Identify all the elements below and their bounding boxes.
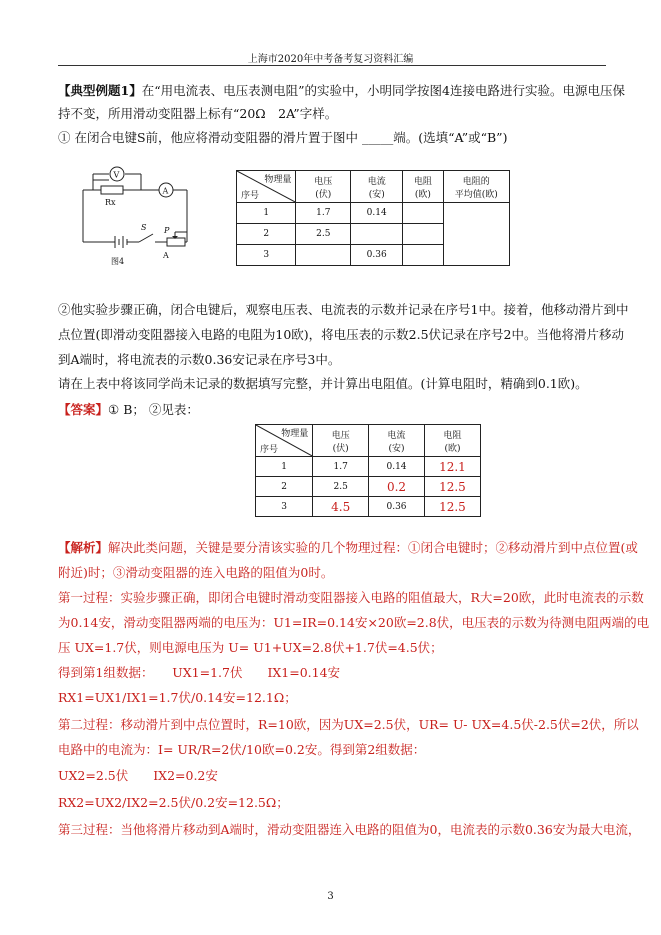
t1-header-i: 电流 (安) [351,171,403,203]
t1-row3-i: 0.36 [351,245,403,266]
question-line-1 [58,83,625,99]
question-item-2-line-1: ②他实验步骤正确，闭合电键后，观察电压表、电流表的示数并记录在序号1中。接着，他移动滑片到中 [58,302,629,317]
analysis-line-10: UX2=2.5伏 IX2=0.2安 [58,768,218,783]
t1-header-u: 电压 (伏) [296,171,351,203]
t2-row1-r: 12.1 [424,457,480,477]
analysis-line-12: 第三过程：当他将滑片移动到A端时，滑动变阻器连入电路的阻值为0，电流表的示数0.36安为最大电流， [58,822,641,837]
t2-row2-i: 0.2 [369,477,425,497]
diag-bottom-label: 序号 [260,445,279,455]
t2-header-u: 电压 (伏) [313,425,369,457]
t2-row1-n: 1 [256,457,313,477]
diag-top-label: 物理量 [281,429,309,439]
analysis-text-1: 解决此类问题，关键是要分清该实验的几个物理过程：①闭合电键时；②移动滑片到中点位置(或 [108,540,638,555]
page-header: 上海市2020年中考备考复习资料汇编 [247,54,414,65]
t1-row2-u: 2.5 [296,224,351,245]
end-a-label: A [163,251,169,260]
analysis-line-3: 第一过程：实验步骤正确，即闭合电键时滑动变阻器接入电路的阻值最大，R大=20欧，此时电流表的示数 [58,590,644,605]
analysis-line-7: RX1=UX1/IX1=1.7伏/0.14安=12.1Ω； [58,690,297,705]
t1-header-r: 电阻 (欧) [403,171,443,203]
t2-header-i: 电流 (安) [369,425,425,457]
t1-avg-cell [443,203,510,266]
t2-row1-i: 0.14 [369,457,425,477]
question-item-2-line-3: 到A端时，将电流表的示数0.36安记录在序号3中。 [58,352,341,367]
switch-label: S [141,223,147,232]
resistor-label: Rx [105,198,116,207]
analysis-line-4: 为0.14安，滑动变阻器两端的电压为：U1=IR=0.14安×20欧=2.8伏，电压表的示数为待测电阻两端的电 [58,615,650,630]
t1-row2-n: 2 [237,224,296,245]
analysis-line-6: 得到第1组数据： UX1=1.7伏 IX1=0.14安 [58,665,341,680]
analysis-line-2: 附近)时；③滑动变阻器的连入电路的阻值为0时。 [58,565,334,580]
question-item-1: ① 在闭合电键S前，他应将滑动变阻器的滑片置于图中 _____端。(选填“A”或“B”) [58,130,508,145]
answer-text: ① B； ②见表： [108,402,199,417]
t2-row3-u: 4.5 [313,497,369,517]
voltmeter-label: V [113,170,120,180]
t2-row3-i: 0.36 [369,497,425,517]
analysis-line-1 [58,540,638,556]
t1-row3-n: 3 [237,245,296,266]
data-table-2 [255,424,481,517]
t1-header-avg: 电阻的 平均值(欧) [443,171,510,203]
ammeter-label: A [162,186,169,196]
t1-row2-i [351,224,403,245]
question-text-1: 在“用电流表、电压表测电阻”的实验中，小明同学按图4连接电路进行实验。电源电压保 [141,83,625,98]
t2-row2-r: 12.5 [424,477,480,497]
t1-row1-i: 0.14 [351,203,403,224]
analysis-line-8: 第二过程：移动滑片到中点位置时，R=10欧，因为UX=2.5伏，UR= U- UX=4.5伏-2.5伏=2伏，所以 [58,717,639,732]
question-item-2-line-2: 点位置(即滑动变阻器接入电路的电阻为10欧)，将电压表的示数2.5伏记录在序号2中。当他将滑片移动 [58,327,624,342]
question-line-2: 持不变，所用滑动变阻器上标有“20Ω 2A”字样。 [58,106,338,121]
analysis-line-9: 电路中的电流为：I= UR/R=2伏/10欧=0.2安。得到第2组数据： [58,742,426,757]
t1-row1-n: 1 [237,203,296,224]
answer-tag: 【答案】 [58,402,109,417]
t2-row1-u: 1.7 [313,457,369,477]
diag-bottom-label: 序号 [241,191,260,201]
question-item-2-line-4: 请在上表中将该同学尚未记录的数据填写完整，并计算出电阻值。(计算电阻时，精确到0.1欧)。 [58,376,588,391]
t2-header-r: 电阻 (欧) [424,425,480,457]
table2-diag-cell [256,425,313,457]
t1-row1-u: 1.7 [296,203,351,224]
analysis-tag: 【解析】 [58,540,109,555]
analysis-line-11: RX2=UX2/IX2=2.5伏/0.2安=12.5Ω； [58,795,289,810]
circuit-diagram [75,160,205,270]
t1-row2-r [403,224,443,245]
t2-row2-u: 2.5 [313,477,369,497]
diag-top-label: 物理量 [264,175,292,185]
t2-row3-r: 12.5 [424,497,480,517]
t1-row1-r [403,203,443,224]
figure-caption: 图4 [111,257,125,266]
t2-row3-n: 3 [256,497,313,517]
answer-line [58,402,199,418]
slider-label: P [164,226,170,235]
page-number: 3 [327,891,334,902]
t1-row3-r [403,245,443,266]
analysis-line-5: 压 UX=1.7伏，则电源电压为 U= U1+UX=2.8伏+1.7伏=4.5伏； [58,640,443,655]
header-rule [58,65,606,66]
t1-row3-u [296,245,351,266]
data-table-1 [236,170,510,266]
table1-diag-cell [237,171,296,203]
question-tag: 【典型例题1】 [58,83,142,98]
t2-row2-n: 2 [256,477,313,497]
